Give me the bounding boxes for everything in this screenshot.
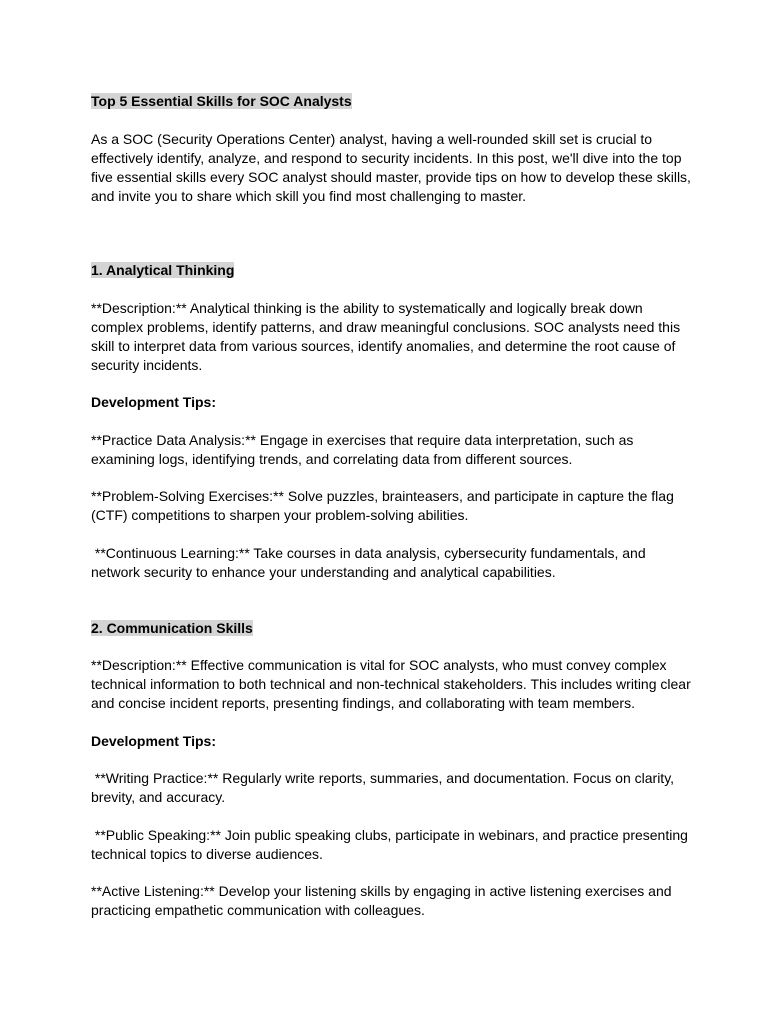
section-description: **Description:** Analytical thinking is the ability to systematically and logically break down complex problems, identify patterns, and draw meaningful conclusions. SOC analysts need this skill to interpret data from various sources, identify anomalies, and determine the root cause of security incidents. bbox=[91, 300, 681, 373]
document-title-text: Top 5 Essential Skills for SOC Analysts bbox=[91, 93, 352, 109]
tip-paragraph: **Problem-Solving Exercises:** Solve puzzles, brainteasers, and participate in capture the flag (CTF) competitions to sharpen your problem-solving abilities. bbox=[91, 488, 674, 523]
tip-paragraph: **Active Listening:** Develop your listening skills by engaging in active listening exercises and practicing empathetic communication with colleagues. bbox=[91, 883, 672, 918]
section-heading-analytical-thinking bbox=[91, 261, 691, 280]
section-heading-text: 1. Analytical Thinking bbox=[91, 262, 235, 278]
tip-paragraph: **Public Speaking:** Join public speaking clubs, participate in webinars, and practice presenting technical topics to diverse audiences. bbox=[91, 827, 692, 862]
section-description: **Description:** Effective communication is vital for SOC analysts, who must convey complex technical information to both technical and non-technical stakeholders. This includes writing clear and concise incident reports, presenting findings, and collaborating with team members. bbox=[91, 657, 691, 711]
document-title bbox=[91, 92, 691, 111]
section-heading-communication-skills bbox=[91, 619, 691, 638]
development-tips-label: Development Tips: bbox=[91, 394, 216, 410]
tip-paragraph: **Continuous Learning:** Take courses in data analysis, cybersecurity fundamentals, and network security to enhance your understanding and analytical capabilities. bbox=[91, 545, 650, 580]
development-tips-label: Development Tips: bbox=[91, 733, 216, 749]
tip-paragraph: **Writing Practice:** Regularly write reports, summaries, and documentation. Focus on clarity, brevity, and accuracy. bbox=[91, 770, 678, 805]
intro-paragraph: As a SOC (Security Operations Center) analyst, having a well-rounded skill set is crucial to effectively identify, analyze, and respond to security incidents. In this post, we'll dive into the top five essential skills every SOC analyst should master, provide tips on how to develop these skills, and invite you to share which skill you find most challenging to master. bbox=[91, 131, 691, 204]
section-heading-text: 2. Communication Skills bbox=[91, 620, 253, 636]
tip-paragraph: **Practice Data Analysis:** Engage in exercises that require data interpretation, such as examining logs, identifying trends, and correlating data from different sources. bbox=[91, 432, 634, 467]
